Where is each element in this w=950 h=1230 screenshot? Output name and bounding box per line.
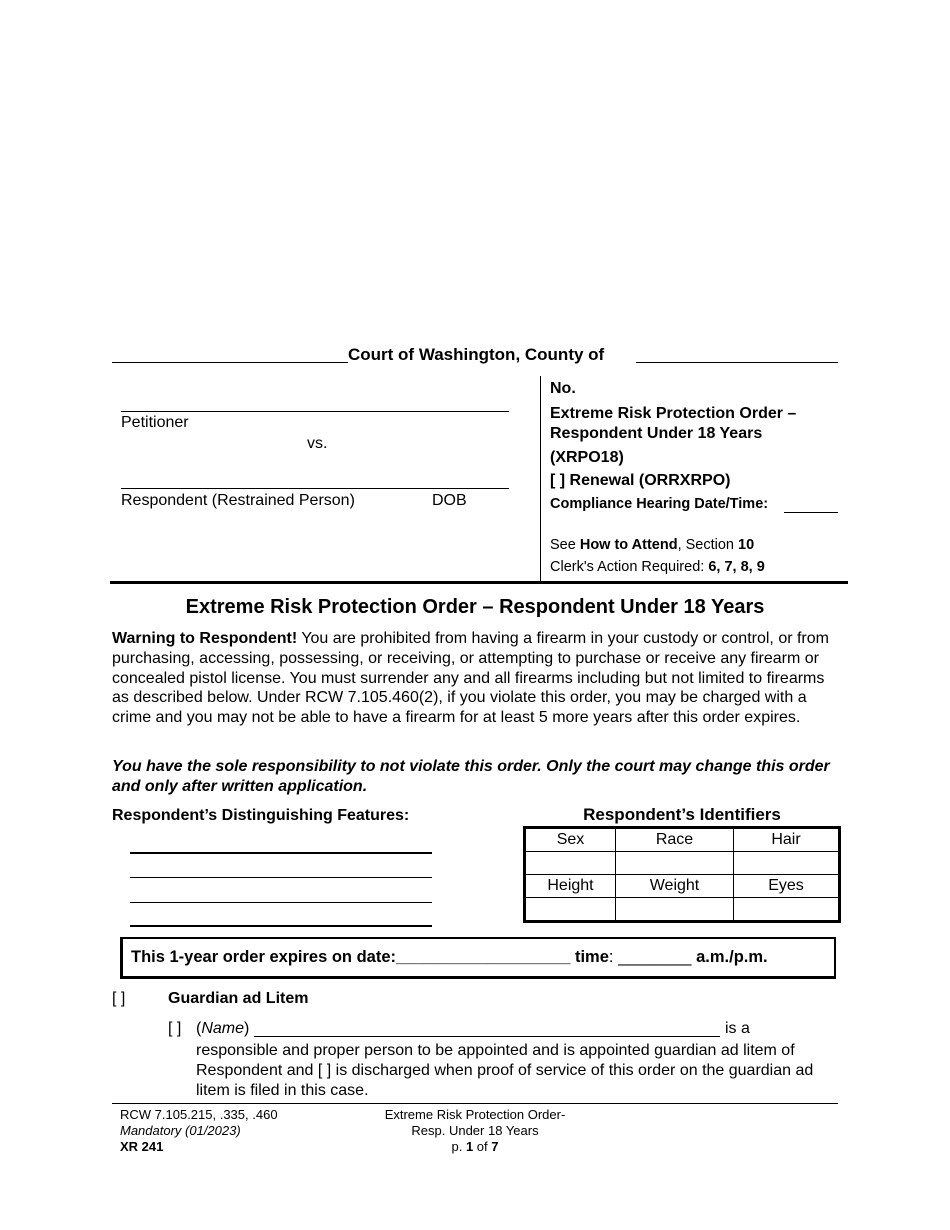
see-prefix: See <box>550 537 576 553</box>
guardian-is-a: is a <box>725 1020 750 1037</box>
footer-page-number <box>346 1139 604 1155</box>
expiration-time-label: time <box>574 948 609 966</box>
page-of: of <box>473 1139 492 1154</box>
how-to-attend-reference <box>550 537 754 553</box>
name-paren-open: ( <box>196 1020 202 1037</box>
section-text: , Section <box>677 537 734 553</box>
footer-title-line-1: Extreme Risk Protection Order- <box>384 1107 566 1122</box>
form-title-line-1: Extreme Risk Protection Order – <box>550 405 797 422</box>
footer-mandatory: Mandatory (01/2023) <box>120 1123 241 1138</box>
court-title: Court of Washington, County of <box>348 345 605 364</box>
petitioner-name-line[interactable] <box>121 411 509 412</box>
form-title-line-2: Respondent Under 18 Years <box>550 425 763 442</box>
guardian-name-label <box>196 1020 249 1038</box>
guardian-name-checkbox[interactable]: [ ] <box>168 1020 182 1037</box>
table-row <box>525 898 840 922</box>
footer-rcw: RCW 7.105.215, .335, .460 <box>120 1107 278 1122</box>
guardian-label: Guardian ad Litem <box>168 990 309 1007</box>
page-current: 1 <box>465 1139 474 1154</box>
footer-center <box>346 1107 604 1155</box>
caption-divider <box>540 376 541 582</box>
renewal-checkbox[interactable]: [ ] Renewal (ORRXRPO) <box>550 472 731 489</box>
compliance-hearing-label: Compliance Hearing Date/Time: <box>550 496 769 512</box>
expiration-date-field[interactable]: ___________________ <box>396 948 571 966</box>
warning-heading: Warning to Respondent! <box>112 630 298 647</box>
footer-rule <box>112 1103 838 1104</box>
distinguishing-features-label: Respondent’s Distinguishing Features: <box>112 807 410 824</box>
footer-left <box>120 1107 278 1155</box>
page-prefix: p. <box>451 1139 466 1154</box>
eyes-cell[interactable] <box>734 898 840 922</box>
section-number: 10 <box>738 537 755 553</box>
clerk-action-required <box>550 559 765 575</box>
table-row <box>525 852 840 875</box>
guardian-name-field[interactable] <box>254 1036 720 1037</box>
clerk-action-label: Clerk's Action Required: <box>550 559 705 575</box>
identifiers-title: Respondent’s Identifiers <box>583 805 781 824</box>
responsibility-notice: You have the sole responsibility to not violate this order. Only the court may change this order and only after written application. <box>112 758 830 795</box>
table-row <box>525 875 840 898</box>
caption-bottom-rule <box>110 581 848 584</box>
dob-label: DOB <box>432 492 467 509</box>
weight-cell[interactable] <box>616 898 734 922</box>
expiration-date-label: This 1-year order expires on date: <box>131 948 397 966</box>
feature-line-4[interactable] <box>130 925 432 927</box>
expiration-text <box>131 948 768 967</box>
ampm-label: a.m./p.m. <box>696 948 768 966</box>
guardian-checkbox[interactable]: [ ] <box>112 990 126 1007</box>
name-label: Name <box>201 1020 245 1037</box>
identifiers-table <box>523 826 841 923</box>
race-cell[interactable] <box>616 852 734 875</box>
page-total: 7 <box>491 1139 499 1154</box>
guardian-paragraph: responsible and proper person to be appointed and is appointed guardian ad litem of Respondent and [ ] is discharged when proof of service of this order on the guardian ad litem is filed in this case. <box>196 1042 814 1099</box>
height-header: Height <box>525 875 616 898</box>
how-to-attend-label: How to Attend <box>579 537 678 553</box>
weight-header: Weight <box>616 875 734 898</box>
footer-form-id: XR 241 <box>120 1139 164 1154</box>
form-code: (XRPO18) <box>550 449 624 466</box>
sex-header: Sex <box>525 828 616 852</box>
race-header: Race <box>616 828 734 852</box>
height-cell[interactable] <box>525 898 616 922</box>
document-title: Extreme Risk Protection Order – Respondent Under 18 Years <box>185 596 765 618</box>
county-blank-line[interactable] <box>636 362 838 363</box>
hair-cell[interactable] <box>734 852 840 875</box>
versus-label: vs. <box>307 435 328 452</box>
warning-body: You are prohibited from having a firearm in your custody or control, or from purchasing, accessing, possessing, or receiving, or attempting to purchase or receive any firearm or concealed pistol license. You must surrender any and all firearms including but not limited to firearms as described below. Under RCW 7.105.460(2), if you violate this order, you may be charged with a crime and you may not be able to have a firearm for at least 5 more years after this order expires. <box>112 630 829 727</box>
expiration-box <box>120 937 836 979</box>
table-row <box>525 828 840 852</box>
expiration-time-field[interactable]: : ________ <box>608 948 692 966</box>
respondent-name-line[interactable] <box>121 488 509 489</box>
respondent-label: Respondent (Restrained Person) <box>121 492 355 509</box>
petitioner-label: Petitioner <box>121 414 189 431</box>
feature-line-3[interactable] <box>130 902 432 903</box>
sex-cell[interactable] <box>525 852 616 875</box>
feature-line-2[interactable] <box>130 877 432 878</box>
county-blank-line-left[interactable] <box>112 362 348 363</box>
clerk-action-sections: 6, 7, 8, 9 <box>708 559 765 575</box>
feature-line-1[interactable] <box>130 852 432 854</box>
case-number-label: No. <box>550 380 576 397</box>
form-title <box>550 404 840 444</box>
hair-header: Hair <box>734 828 840 852</box>
footer-title-line-2: Resp. Under 18 Years <box>411 1123 539 1138</box>
compliance-hearing-field[interactable] <box>784 512 838 513</box>
eyes-header: Eyes <box>734 875 840 898</box>
name-paren-close: ) <box>244 1020 250 1037</box>
warning-paragraph <box>112 629 842 728</box>
